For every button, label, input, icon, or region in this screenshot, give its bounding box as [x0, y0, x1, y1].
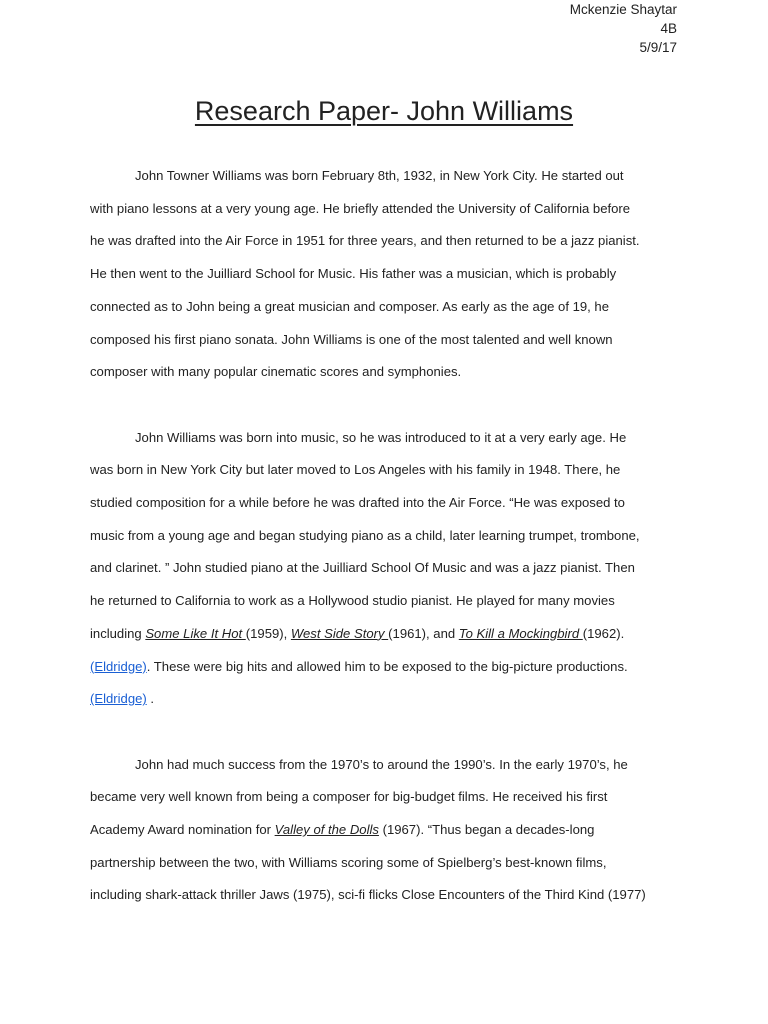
- text-line: partnership between the two, with Williams scoring some of Spielberg’s best-known films,: [90, 854, 607, 870]
- document-body: [90, 160, 680, 945]
- film-title-some-like-it-hot: Some Like It Hot: [145, 625, 246, 641]
- text-line: John had much success from the 1970’s to around the 1990’s. In the early 1970’s, he: [135, 756, 628, 772]
- text-line: He then went to the Juilliard School for Music. His father was a musician, which is probably: [90, 266, 617, 282]
- text-fragment: including: [90, 625, 146, 641]
- text-line: composer with many popular cinematic scores and symphonies.: [90, 364, 462, 380]
- citation-link-eldridge[interactable]: (Eldridge): [90, 658, 147, 674]
- text-line: became very well known from being a composer for big-budget films. He received his first: [90, 789, 608, 805]
- film-title-west-side-story: West Side Story: [290, 625, 389, 641]
- paragraph-3: [90, 749, 680, 913]
- text-line: John Williams was born into music, so he was introduced to it at a very early age. He: [135, 429, 627, 445]
- text-line: including shark-attack thriller Jaws (1975), sci-fi flicks Close Encounters of the Third Kind (1977): [90, 887, 646, 903]
- paragraph-2: [90, 422, 680, 716]
- text-fragment: (1967). “Thus began a decades-long: [378, 822, 595, 838]
- text-line: he was drafted into the Air Force in 1951 for three years, and then returned to be a jazz pianist.: [90, 233, 640, 249]
- film-title-to-kill-a-mockingbird: To Kill a Mockingbird: [458, 625, 583, 641]
- author-name: Mckenzie Shaytar: [569, 2, 677, 17]
- paragraph-1: [90, 160, 680, 389]
- text-fragment: . These were big hits and allowed him to be exposed to the big-picture productions.: [146, 658, 628, 674]
- text-line: was born in New York City but later moved to Los Angeles with his family in 1948. There, he: [90, 462, 621, 478]
- citation-line: [90, 683, 680, 716]
- citation-line: [90, 651, 680, 684]
- text-line: John Towner Williams was born February 8th, 1932, in New York City. He started out: [135, 168, 624, 183]
- text-line: music from a young age and began studying piano as a child, later learning trumpet, trombone,: [90, 527, 640, 543]
- text-line: he returned to California to work as a Hollywood studio pianist. He played for many movies: [90, 593, 615, 609]
- text-fragment: Academy Award nomination for: [90, 822, 275, 838]
- nomination-line: [90, 814, 680, 847]
- text-line: with piano lessons at a very young age. He briefly attended the University of California before: [90, 200, 631, 216]
- page-title: Research Paper- John Williams: [194, 96, 574, 126]
- citation-link-eldridge[interactable]: (Eldridge): [90, 691, 147, 707]
- text-line: connected as to John being a great musician and composer. As early as the age of 19, he: [90, 298, 609, 314]
- text-fragment: .: [146, 691, 155, 707]
- movies-line: [90, 618, 680, 651]
- film-title-valley-of-the-dolls: Valley of the Dolls: [274, 822, 379, 838]
- text-fragment: (1959),: [245, 625, 291, 641]
- header-block: [570, 0, 677, 57]
- text-line: and clarinet. ” John studied piano at the Juilliard School Of Music and was a jazz pianist. Then: [90, 560, 635, 576]
- text-fragment: (1962).: [582, 625, 625, 641]
- text-line: composed his first piano sonata. John Williams is one of the most talented and well known: [90, 331, 613, 347]
- date: 5/9/17: [639, 40, 677, 55]
- class-period: 4B: [660, 21, 677, 36]
- text-line: studied composition for a while before he was drafted into the Air Force. “He was exposed to: [90, 495, 625, 511]
- text-fragment: (1961), and: [388, 625, 459, 641]
